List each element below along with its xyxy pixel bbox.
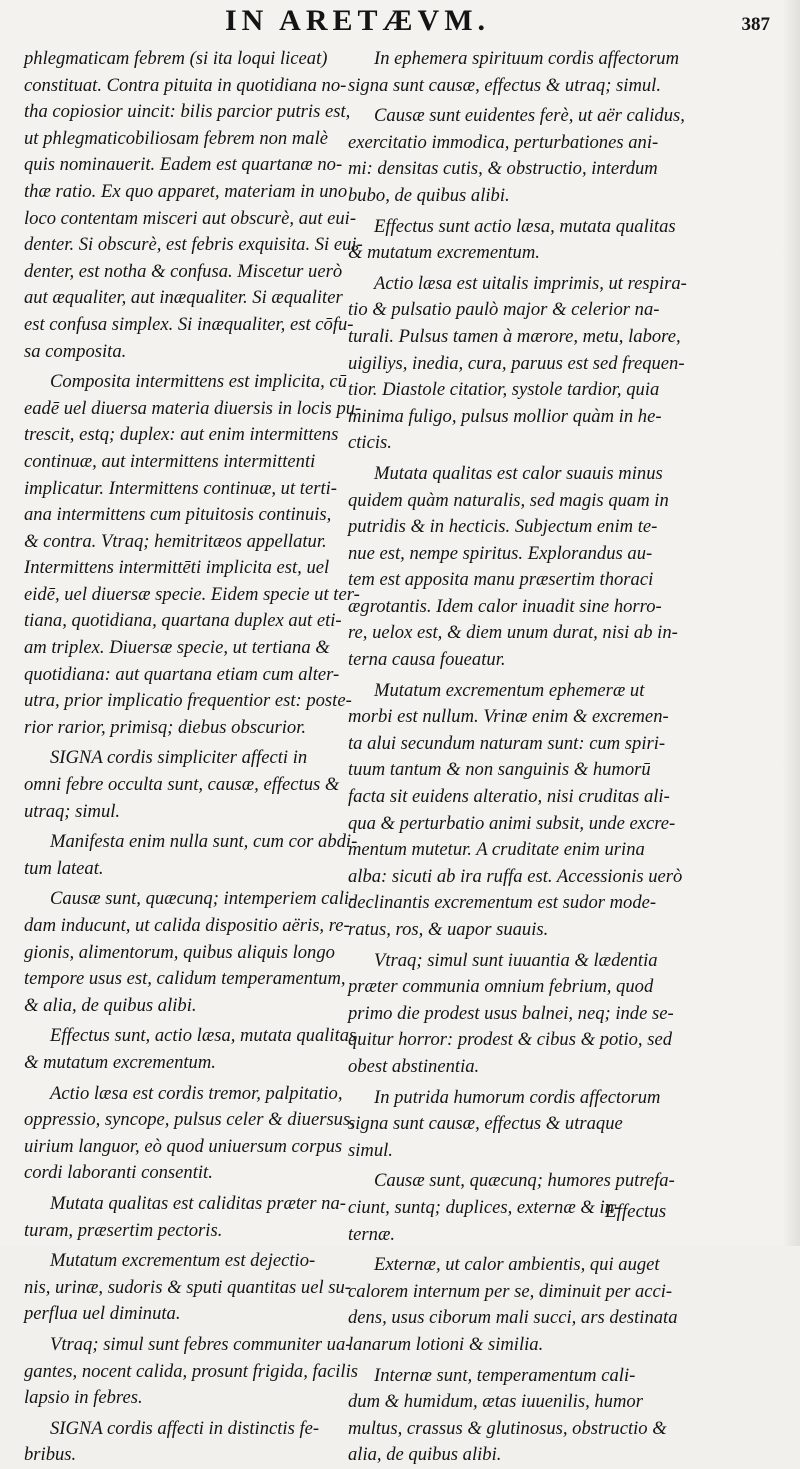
text-line: Causæ sunt, quæcunq; intemperiem cali- — [50, 888, 356, 910]
text-line: ut phlegmaticobiliosam febrem non malè — [24, 127, 329, 149]
text-line: Manifesta enim nulla sunt, cum cor abdi- — [50, 831, 358, 853]
running-header — [0, 2, 800, 46]
text-line: Mutata qualitas est caliditas præter na- — [50, 1192, 346, 1214]
text-line: Composita intermittens est implicita, cū — [50, 371, 347, 393]
text-line: implicatur. Intermittens continuæ, ut terti- — [24, 477, 337, 499]
paragraph — [24, 1191, 346, 1244]
paragraph — [348, 678, 683, 944]
text-line: & alia, de quibus alibi. — [24, 994, 197, 1016]
text-line: est confusa simplex. Si inæqualiter, est cōfu- — [24, 313, 354, 335]
paragraph — [24, 1081, 355, 1187]
text-line: exercitatio immodica, perturbationes ani- — [348, 131, 659, 153]
text-line: Intermittens intermittēti implicita est, uel — [24, 557, 330, 579]
text-line: bubo, de quibus alibi. — [348, 184, 510, 206]
text-line: tiana, quotidiana, quartana duplex aut eti- — [24, 610, 342, 632]
text-line: alia, de quibus alibi. — [348, 1444, 502, 1466]
text-line: lapsio in febres. — [24, 1387, 143, 1409]
text-line: minima fuligo, pulsus mollior quàm in he- — [348, 405, 662, 427]
text-line: & contra. Vtraq; hemitritæos appellatur. — [24, 530, 327, 552]
text-line: cticis. — [348, 432, 392, 454]
text-line: ratus, ros, & uapor suauis. — [348, 919, 549, 940]
text-line: eadē uel diuersa materia diuersis in locis pu- — [24, 397, 362, 419]
text-line: gantes, nocent calida, prosunt frigida, facilis — [24, 1360, 358, 1382]
text-line: trescit, estq; duplex: aut enim intermittens — [24, 424, 339, 446]
paragraph — [348, 1363, 666, 1469]
text-line: signa sunt causæ, effectus & utraque — [348, 1113, 623, 1135]
text-line: uirium languor, eò quod uniuersum corpus — [24, 1135, 343, 1157]
text-line: terna causa foueatur. — [348, 649, 506, 671]
left-text-column — [24, 46, 363, 1469]
text-line: oppressio, syncope, pulsus celer & diuersus, — [24, 1109, 355, 1131]
text-line: nue est, nempe spiritus. Explorandus au- — [348, 542, 653, 564]
text-line: qua & perturbatio animi subsit, unde excre- — [348, 812, 676, 834]
text-line: quidem quàm naturalis, sed magis quam in — [348, 489, 669, 511]
text-line: tum lateat. — [24, 857, 104, 879]
paragraph — [348, 1085, 666, 1165]
paragraph — [24, 1332, 358, 1412]
text-line: quis nominauerit. Eadem est quartanæ no- — [24, 154, 343, 176]
text-line: uigiliys, inedia, cura, paruus est sed frequen- — [348, 352, 685, 374]
text-line: omni febre occulta sunt, causæ, effectus & — [24, 774, 340, 796]
paragraph — [24, 886, 356, 1019]
text-line: perflua uel diminuta. — [24, 1303, 181, 1325]
text-line: tior. Diastole citatior, systole tardior, quia — [348, 379, 660, 401]
text-line: Mutatum excrementum ephemeræ ut — [374, 679, 645, 701]
text-line: quitur horror: prodest & cibus & potio, sed — [348, 1029, 673, 1051]
right-text-column — [348, 46, 687, 1469]
text-line: aut æqualiter, aut inæqualiter. Si æqualiter — [24, 287, 343, 309]
text-line: & mutatum excrementum. — [24, 1051, 216, 1073]
text-line: tempore usus est, calidum temperamentum, — [24, 968, 346, 990]
text-line: bribus. — [24, 1444, 77, 1466]
text-line: multus, crassus & glutinosus, obstructio & — [348, 1417, 667, 1439]
text-line: In ephemera spirituum cordis affectorum — [374, 48, 680, 69]
text-line: tem est apposita manu præsertim thoraci — [348, 569, 654, 591]
text-line: quotidiana: aut quartana etiam cum alter- — [24, 663, 340, 685]
paragraph — [24, 1023, 357, 1076]
paragraph — [348, 46, 680, 99]
text-line: ana intermittens cum pituitosis continuis, — [24, 504, 332, 526]
paragraph — [24, 829, 358, 882]
text-line: thæ ratio. Ex quo apparet, materiam in uno — [24, 180, 348, 202]
text-line: continuæ, aut intermittens intermittenti — [24, 450, 316, 472]
paragraph — [348, 948, 674, 1081]
text-line: dum & humidum, ætas iuuenilis, humor — [348, 1391, 643, 1413]
text-line: Causæ sunt euidentes ferè, ut aër calidus, — [374, 105, 685, 127]
text-line: SIGNA cordis simpliciter affecti in — [50, 747, 308, 769]
text-line: ciunt, suntq; duplices, externæ & in- — [348, 1196, 621, 1218]
text-line: mi: densitas cutis, & obstructio, interdum — [348, 158, 658, 180]
text-line: & mutatum excrementum. — [348, 242, 540, 264]
text-line: dens, usus ciborum mali succi, ars destinata — [348, 1307, 678, 1329]
running-title: IN ARETÆVM. — [225, 4, 491, 37]
paragraph — [24, 745, 342, 825]
text-line: ternæ. — [348, 1223, 396, 1245]
text-line: ægrotantis. Idem calor inuadit sine horro- — [348, 595, 662, 617]
paragraph — [24, 1416, 342, 1469]
text-line: Mutata qualitas est calor suauis minus — [374, 462, 663, 484]
text-line: Actio læsa est cordis tremor, palpitatio, — [50, 1082, 343, 1104]
text-line: turali. Pulsus tamen à mærore, metu, labore, — [348, 325, 681, 347]
text-line: In putrida humorum cordis affectorum — [374, 1086, 661, 1108]
text-line: constituat. Contra pituita in quotidiana no- — [24, 74, 347, 96]
text-line: Internæ sunt, temperamentum cali- — [374, 1364, 636, 1386]
text-line: simul. — [348, 1139, 393, 1161]
text-line: utraq; simul. — [24, 800, 121, 822]
text-line: SIGNA cordis affecti in distinctis fe- — [50, 1417, 320, 1439]
text-line: phlegmaticam febrem (si ita loqui liceat) — [24, 48, 328, 69]
text-line: utra, prior implicatio frequentior est: poste- — [24, 690, 352, 712]
text-line: putridis & in hecticis. Subjectum enim te- — [348, 516, 658, 538]
paragraph — [348, 271, 687, 457]
text-line: sa composita. — [24, 340, 127, 362]
text-line: eidē, uel diuersæ specie. Eidem specie ut ter- — [24, 583, 360, 605]
text-line: Externæ, ut calor ambientis, qui auget — [374, 1254, 660, 1276]
text-line: turam, præsertim pectoris. — [24, 1219, 223, 1241]
text-line: tuum tantum & non sanguinis & humorū — [348, 759, 651, 781]
text-line: am triplex. Diuersæ specie, ut tertiana & — [24, 637, 330, 659]
text-line: denter. Si obscurè, est febris exquisita. Si eui- — [24, 234, 363, 256]
text-line: denter, est notha & confusa. Miscetur uerò — [24, 260, 343, 282]
text-line: lanarum lotioni & similia. — [348, 1333, 544, 1355]
text-line: ta alui secundum naturam sunt: cum spiri- — [348, 732, 666, 754]
text-line: facta sit euidens alteratio, nisi cruditas ali- — [348, 786, 670, 808]
text-line: tio & pulsatio paulò major & celerior na- — [348, 299, 660, 321]
text-line: rior rarior, primisq; diebus obscurior. — [24, 716, 307, 738]
text-line: tha copiosior uincit: bilis parcior putris est, — [24, 101, 351, 123]
text-line: cordi laboranti consentit. — [24, 1162, 213, 1184]
paragraph — [24, 46, 363, 365]
text-line: Vtraq; simul sunt iuuantia & lædentia — [374, 949, 658, 971]
text-line: Actio læsa est uitalis imprimis, ut respira- — [374, 272, 687, 294]
text-line: signa sunt causæ, effectus & utraq; simul. — [348, 74, 661, 96]
text-line: Effectus sunt actio læsa, mutata qualitas — [374, 215, 676, 237]
text-line: obest abstinentia. — [348, 1055, 480, 1077]
page-edge-shadow — [782, 0, 800, 1246]
paragraph — [348, 461, 678, 674]
text-line: Vtraq; simul sunt febres communiter ua- — [50, 1333, 352, 1355]
text-line: Mutatum excrementum est dejectio- — [50, 1250, 316, 1272]
text-line: re, uelox est, & diem unum durat, nisi ab in- — [348, 622, 678, 644]
paragraph — [348, 103, 685, 209]
text-line: primo die prodest usus balnei, neq; inde se- — [348, 1002, 674, 1024]
text-line: nis, urinæ, sudoris & sputi quantitas uel su- — [24, 1276, 351, 1298]
text-line: dam inducunt, ut calida dispositio aëris, re- — [24, 915, 350, 936]
paragraph — [24, 369, 362, 741]
paragraph — [348, 214, 676, 267]
text-line: mentum mutetur. A cruditate enim urina — [348, 839, 645, 861]
page-number: 387 — [741, 14, 770, 35]
text-line: loco contentam misceri aut obscurè, aut eui- — [24, 207, 357, 229]
text-line: Effectus sunt, actio læsa, mutata qualitas — [50, 1025, 357, 1047]
paragraph — [24, 1248, 351, 1328]
text-line: præter communia omnium febrium, quod — [348, 976, 654, 998]
text-line: declinantis excrementum est sudor mode- — [348, 892, 657, 914]
text-line: calorem internum per se, diminuit per acci- — [348, 1280, 673, 1302]
text-line: alba: sicuti ab ira ruffa est. Accessionis uerò — [348, 865, 683, 887]
text-line: gionis, alimentorum, quibus aliquis longo — [24, 941, 335, 963]
text-line: morbi est nullum. Vrinæ enim & excremen- — [348, 706, 669, 728]
text-line: Causæ sunt, quæcunq; humores putrefa- — [374, 1170, 675, 1192]
catchword: Effectus — [605, 1201, 667, 1222]
paragraph — [348, 1252, 678, 1358]
